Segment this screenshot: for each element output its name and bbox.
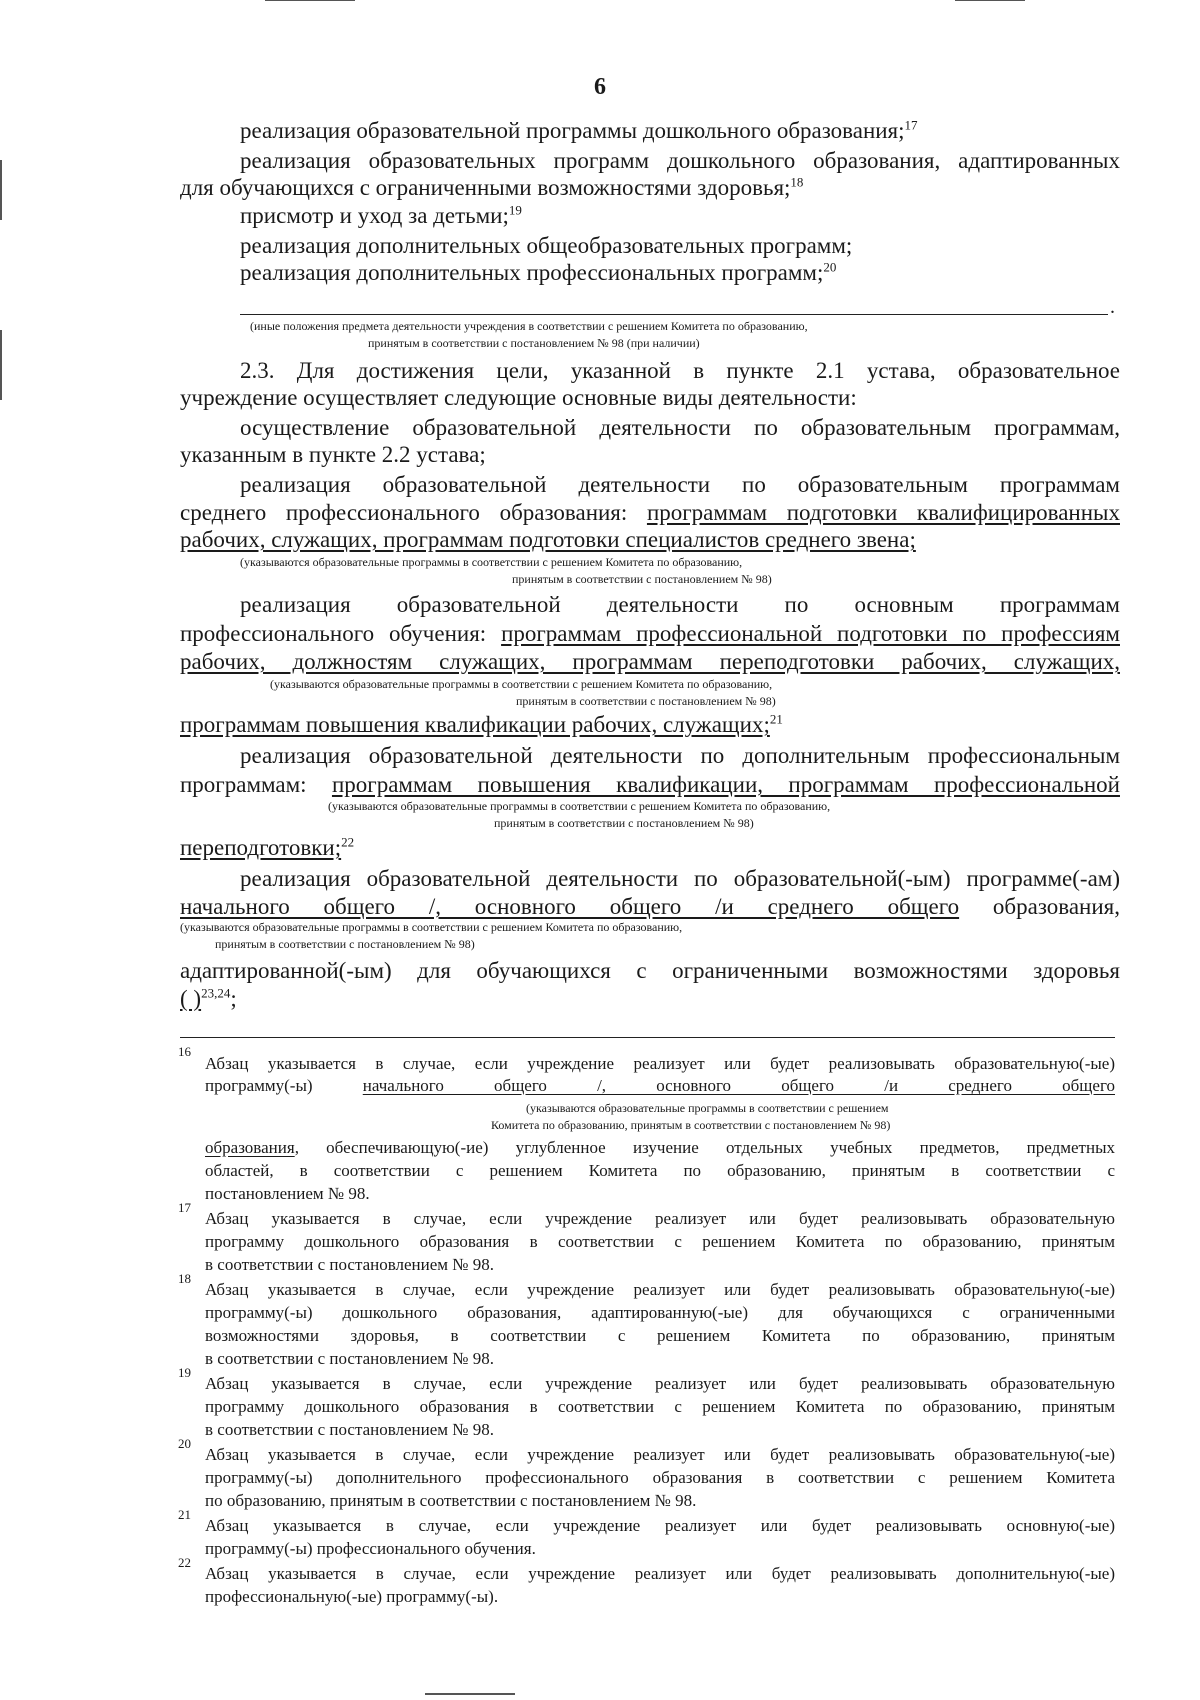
caption-note: Комитета по образованию, принятым в соответствии с постановлением № 98) xyxy=(491,1118,891,1132)
text-line: указанным в пункте 2.2 устава; xyxy=(180,442,486,467)
text-line: начального общего /, основного общего /и среднего общего образования, xyxy=(180,894,1120,919)
footnote-text: по образованию, принятым в соответствии с постановлением № 98. xyxy=(205,1491,697,1510)
scan-edge-mark xyxy=(0,330,2,400)
blank-line-end: . xyxy=(1110,296,1115,318)
caption-note: принятым в соответствии с постановлением № 98) xyxy=(512,572,772,586)
text-line: 2.3. Для достижения цели, указанной в пункте 2.1 устава, образовательное xyxy=(240,358,1120,383)
text-line: реализация образовательных программ дошкольного образования, адаптированных xyxy=(240,148,1120,173)
footnote-text: Абзац указывается в случае, если учреждение реализует или будет реализовывать основную(-ые) xyxy=(205,1516,1115,1535)
text-line: рабочих, служащих, программам подготовки специалистов среднего звена; xyxy=(180,527,916,552)
footnote-text: в соответствии с постановлением № 98. xyxy=(205,1255,495,1274)
text-line: реализация образовательной деятельности по основным программам xyxy=(240,592,1120,617)
scan-edge-mark xyxy=(425,1693,515,1695)
footnote-separator xyxy=(180,1037,1115,1038)
footnote-text: постановлением № 98. xyxy=(205,1184,370,1203)
scan-edge-mark xyxy=(955,0,1025,1)
text-line: переподготовки;$^{22}$ xyxy=(180,834,355,860)
footnote-number: 16 xyxy=(178,1044,191,1059)
text-line: реализация образовательной деятельности по дополнительным профессиональным xyxy=(240,743,1120,768)
footnote-text: областей, в соответствии с решением Комитета по образованию, принятым в соответствии с xyxy=(205,1161,1115,1180)
text-line: ( )$^{23,24}$; xyxy=(180,985,237,1011)
text-line: программам повышения квалификации рабочих, служащих;$^{21}$ xyxy=(180,711,783,737)
caption-note: принятым в соответствии с постановлением № 98) xyxy=(516,694,776,708)
caption-note: принятым в соответствии с постановлением № 98) xyxy=(215,937,475,951)
caption-note: (указываются образовательные программы в соответствии с решением Комитета по образованию, xyxy=(328,799,831,813)
footnote-text: Абзац указывается в случае, если учреждение реализует или будет реализовывать образовательную xyxy=(205,1374,1115,1393)
caption-note: принятым в соответствии с постановлением № 98 (при наличии) xyxy=(368,336,700,350)
footnote-text: Абзац указывается в случае, если учреждение реализует или будет реализовывать образовательную xyxy=(205,1209,1115,1228)
page-number: 6 xyxy=(594,74,606,100)
footnote-text: программу дошкольного образования в соответствии с решением Комитета по образованию, принятым xyxy=(205,1397,1115,1416)
footnote-number: 17 xyxy=(178,1200,191,1215)
footnote-number: 18 xyxy=(178,1271,191,1286)
text-line: присмотр и уход за детьми;$^{19}$ xyxy=(240,202,522,228)
caption-note: (указываются образовательные программы в соответствии с решением Комитета по образованию, xyxy=(180,920,683,934)
footnote-text: профессиональную(-ые) программу(-ы). xyxy=(205,1587,499,1606)
footnote-text: образования, обеспечивающую(-ие) углубленное изучение отдельных учебных предметов, предметных xyxy=(205,1138,1115,1157)
footnote-text: Абзац указывается в случае, если учреждение реализует или будет реализовывать образовательную(-ые) xyxy=(205,1054,1115,1073)
footnote-number: 22 xyxy=(178,1555,191,1570)
footnote-text: Абзац указывается в случае, если учреждение реализует или будет реализовывать дополнительную(-ые) xyxy=(205,1564,1115,1583)
caption-note: (указываются образовательные программы в соответствии с решением xyxy=(526,1101,889,1115)
footnote-text: программу(-ы) дополнительного профессионального образования в соответствии с решением Комитета xyxy=(205,1468,1115,1487)
scan-edge-mark xyxy=(265,0,355,1)
text-line: реализация образовательной программы дошкольного образования;$^{17}$ xyxy=(240,117,918,143)
text-line: среднего профессионального образования: программам подготовки квалифицированных xyxy=(180,500,1120,525)
text-line: адаптированной(-ым) для обучающихся с ограниченными возможностями здоровья xyxy=(180,958,1120,983)
text-line: реализация образовательной деятельности по образовательным программам xyxy=(240,472,1120,497)
text-line: учреждение осуществляет следующие основные виды деятельности: xyxy=(180,385,857,410)
footnote-text: в соответствии с постановлением № 98. xyxy=(205,1420,495,1439)
text-line: осуществление образовательной деятельности по образовательным программам, xyxy=(240,415,1120,440)
text-line: для обучающихся с ограниченными возможностями здоровья;$^{18}$ xyxy=(180,174,804,200)
text-line: реализация дополнительных профессиональных программ;$^{20}$ xyxy=(240,259,837,285)
footnote-text: Абзац указывается в случае, если учреждение реализует или будет реализовывать образовательную(-ые) xyxy=(205,1445,1115,1464)
footnote-number: 19 xyxy=(178,1365,191,1380)
text-line: программам: программам повышения квалификации, программам профессиональной xyxy=(180,772,1120,797)
footnote-text: программу дошкольного образования в соответствии с решением Комитета по образованию, принятым xyxy=(205,1232,1115,1251)
footnote-number: 20 xyxy=(178,1436,191,1451)
scan-edge-mark xyxy=(0,160,2,220)
text-line: рабочих, должностям служащих, программам переподготовки рабочих, служащих, xyxy=(180,649,1120,674)
caption-note: (иные положения предмета деятельности учреждения в соответствии с решением Комитета по образованию, xyxy=(250,319,808,333)
text-line: профессионального обучения: программам профессиональной подготовки по профессиям xyxy=(180,621,1120,646)
blank-fill-line xyxy=(240,314,1108,315)
footnote-text: возможностями здоровья, в соответствии с решением Комитета по образованию, принятым xyxy=(205,1326,1115,1345)
footnote-text: в соответствии с постановлением № 98. xyxy=(205,1349,495,1368)
footnote-text: программу(-ы) начального общего /, основного общего /и среднего общего xyxy=(205,1076,1115,1095)
text-line: реализация образовательной деятельности по образовательной(-ым) программе(-ам) xyxy=(240,866,1120,891)
caption-note: (указываются образовательные программы в соответствии с решением Комитета по образованию, xyxy=(240,555,743,569)
text-line: реализация дополнительных общеобразовательных программ; xyxy=(240,233,853,258)
footnote-text: программу(-ы) профессионального обучения. xyxy=(205,1539,536,1558)
caption-note: принятым в соответствии с постановлением № 98) xyxy=(494,816,754,830)
footnote-number: 21 xyxy=(178,1507,191,1522)
caption-note: (указываются образовательные программы в соответствии с решением Комитета по образованию, xyxy=(270,677,773,691)
footnote-text: Абзац указывается в случае, если учреждение реализует или будет реализовывать образовательную(-ые) xyxy=(205,1280,1115,1299)
footnote-text: программу(-ы) дошкольного образования, адаптированную(-ые) для обучающихся с ограниченными xyxy=(205,1303,1115,1322)
